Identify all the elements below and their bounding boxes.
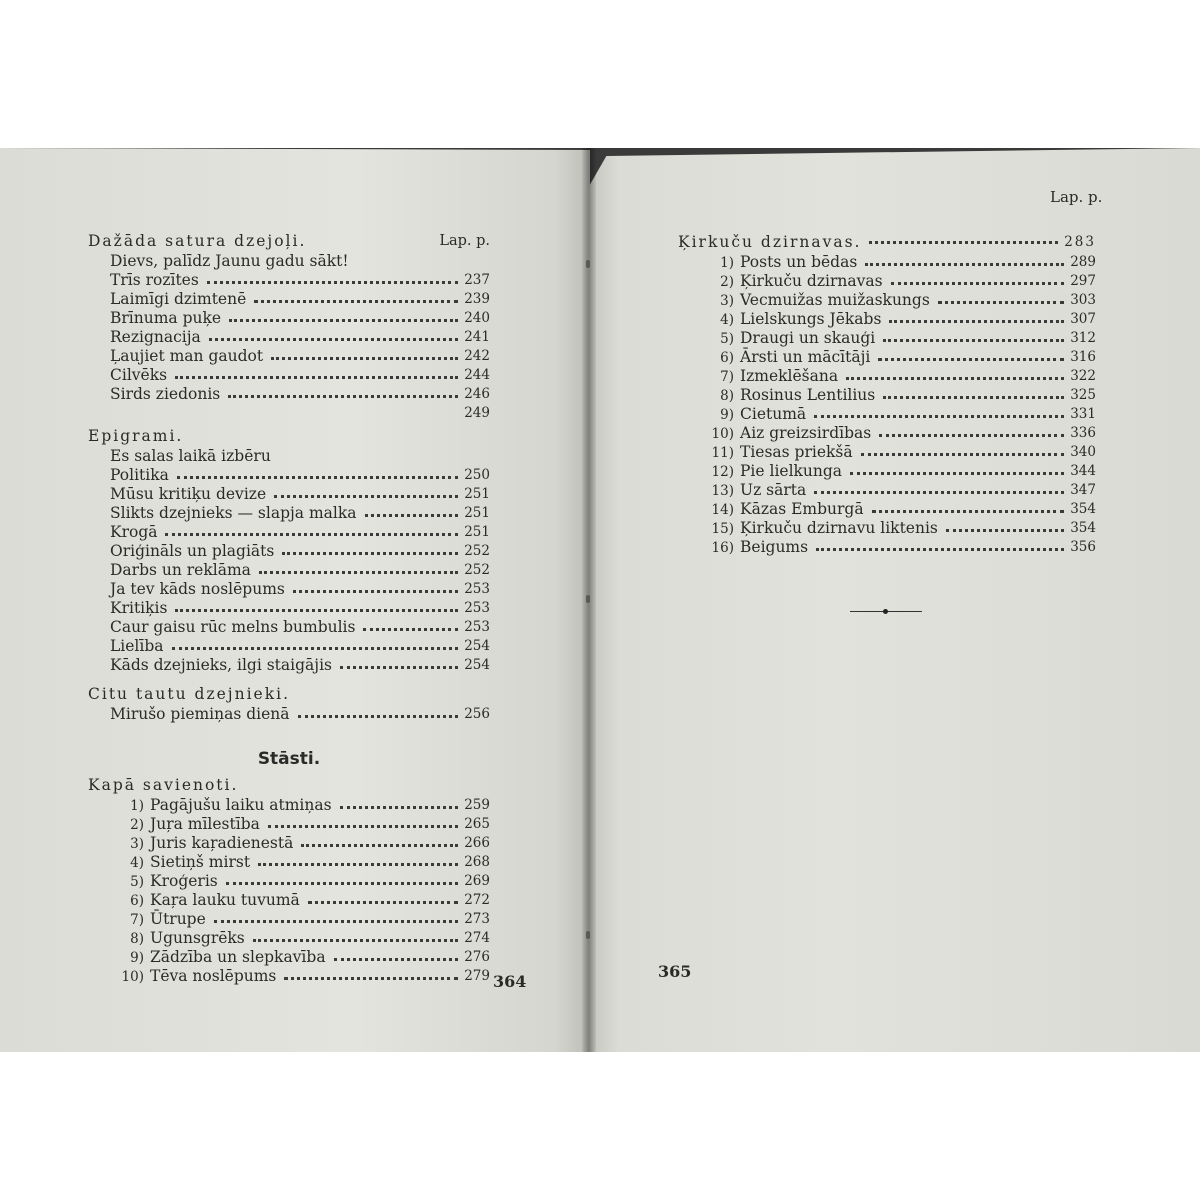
toc-page-number: 242 — [464, 348, 490, 364]
toc-page-number: 347 — [1070, 482, 1096, 498]
toc-page-number: 253 — [464, 581, 490, 597]
toc-list — [88, 252, 490, 404]
toc-entry-title: Ķirkuču dzirnavu liktenis — [740, 519, 938, 537]
toc-entry-title: Juris kaŗadienestā — [150, 834, 294, 852]
dot-leader — [226, 866, 458, 885]
dot-leader — [946, 513, 1064, 532]
toc-entry-title: Izmeklēšana — [740, 367, 839, 385]
dot-leader — [293, 574, 458, 593]
toc-entry-title: Lielība — [110, 637, 164, 655]
toc-entry-title: Cilvēks — [110, 366, 168, 384]
toc-entry-number: 10) — [121, 969, 144, 985]
toc-page-number: 244 — [464, 367, 490, 383]
dot-leader — [284, 961, 458, 980]
section-title: Dažāda satura dzejoļi. — [88, 232, 307, 250]
toc-entry — [88, 705, 490, 724]
toc-entry-number: 14) — [711, 502, 734, 518]
toc-page-number: 307 — [1070, 311, 1096, 327]
toc-entry-number: 9) — [130, 950, 144, 966]
toc-list — [88, 705, 490, 724]
toc-entry-title: Kaŗa lauku tuvumā — [150, 891, 300, 909]
toc-page-number: 269 — [464, 873, 490, 889]
toc-entry-number: 9) — [720, 407, 734, 423]
toc-entry-number: 3) — [720, 293, 734, 309]
section-heading — [88, 425, 490, 447]
toc-page-number: 274 — [464, 930, 490, 946]
toc-entry-title: Rezignacija — [110, 328, 201, 346]
dot-leader — [207, 265, 458, 284]
dot-leader — [308, 885, 458, 904]
dot-leader — [363, 612, 458, 631]
toc-entry-title: Oriģināls un plagiāts — [110, 542, 275, 560]
toc-entry — [88, 967, 490, 986]
toc-entry-title: Ārsti un mācītāji — [740, 348, 871, 366]
toc-page-number: 316 — [1070, 349, 1096, 365]
open-book — [0, 148, 1200, 1052]
toc-entry-number: 5) — [720, 331, 734, 347]
dot-leader — [282, 536, 458, 555]
toc-page-number: 276 — [464, 949, 490, 965]
toc-entry-title: Juŗa mīlestība — [150, 815, 260, 833]
dot-leader — [301, 828, 458, 847]
section-title: Kapā savienoti. — [88, 776, 239, 794]
toc-page-number: 266 — [464, 835, 490, 851]
section-title: Citu tautu dzejnieki. — [88, 685, 291, 703]
toc-page-number: 344 — [1070, 463, 1096, 479]
toc-entry-title: Kāzas Emburgā — [740, 500, 864, 518]
toc-entry-title: Mūsu kritiķu devize — [110, 485, 267, 503]
toc-entry-number: 2) — [130, 817, 144, 833]
toc-entry-title: Politika — [110, 466, 169, 484]
toc-page-number: 265 — [464, 816, 490, 832]
toc-entry-title: Sietiņš mirst — [150, 853, 251, 871]
toc-entry-title: Ugunsgrēks — [150, 929, 245, 947]
toc-entry-title: Pagājušu laiku atmiņas — [150, 796, 332, 814]
toc-page-number: 312 — [1070, 330, 1096, 346]
toc-page-number: 237 — [464, 272, 490, 288]
toc-entry-title: Kāds dzejnieks, ilgi staigājis — [110, 656, 332, 674]
toc-page-number: 273 — [464, 911, 490, 927]
toc-entry-number: 13) — [711, 483, 734, 499]
toc-page-number: 303 — [1070, 292, 1096, 308]
dot-leader — [259, 555, 458, 574]
toc-entry-title: Mirušo piemiņas dienā — [110, 705, 290, 723]
ornament-divider — [850, 611, 922, 612]
section-title: Epigrami. — [88, 427, 184, 445]
dot-leader — [298, 699, 459, 718]
toc-page-number: 325 — [1070, 387, 1096, 403]
dot-leader — [175, 593, 458, 612]
toc-entry-number: 11) — [711, 445, 734, 461]
toc-page-number: 256 — [464, 706, 490, 722]
toc-entry-number: 6) — [130, 893, 144, 909]
dot-leader — [228, 379, 458, 398]
toc-entry-title: Ķirkuču dzirnavas — [740, 272, 883, 290]
toc-entry-title: Ūtrupe — [150, 910, 206, 928]
toc-entry-number: 5) — [130, 874, 144, 890]
dot-leader — [340, 790, 459, 809]
toc-entry-title: Kritiķis — [110, 599, 168, 617]
toc-page-number: 254 — [464, 638, 490, 654]
toc-entry-title: Zādzība un slepkavība — [150, 948, 326, 966]
toc-entry-title: Kroģeris — [150, 872, 218, 890]
toc-entry-title: Trīs rozītes — [110, 271, 199, 289]
dot-leader — [865, 247, 1064, 266]
toc-entry-title: Rosinus Lentilius — [740, 386, 876, 404]
toc-page-number: 268 — [464, 854, 490, 870]
toc-page-number: 239 — [464, 291, 490, 307]
toc-page-number: 272 — [464, 892, 490, 908]
toc-entry-title: Krogā — [110, 523, 158, 541]
dot-leader — [889, 304, 1064, 323]
dot-leader — [253, 923, 458, 942]
toc-page-number: 252 — [464, 562, 490, 578]
toc-entry-number: 15) — [711, 521, 734, 537]
toc-entry-number: 1) — [130, 798, 144, 814]
toc-entry-title: Es salas laikā izbēru — [110, 447, 271, 465]
dot-leader — [883, 323, 1064, 342]
toc-entry-title: Ja tev kāds noslēpums — [110, 580, 285, 598]
dot-leader — [254, 284, 458, 303]
toc-entry — [88, 385, 490, 404]
toc-page-number: 331 — [1070, 406, 1096, 422]
toc-page-number: 253 — [464, 619, 490, 635]
toc-entry-number: 7) — [720, 369, 734, 385]
dot-leader — [274, 479, 458, 498]
toc-page-number: 251 — [464, 486, 490, 502]
toc-page-number: 252 — [464, 543, 490, 559]
dot-leader — [340, 650, 458, 669]
toc-entry-title: Tēva noslēpums — [150, 967, 277, 985]
toc-entry-title: Ļaujiet man gaudot — [110, 347, 264, 365]
left-toc-column — [88, 230, 490, 986]
toc-page-number: 354 — [1070, 520, 1096, 536]
toc-entry-title: Lielskungs Jēkabs — [740, 310, 882, 328]
dot-leader — [872, 494, 1065, 513]
dot-leader — [861, 437, 1065, 456]
page-column-label: Lap. p. — [439, 233, 490, 249]
page-number: 364 — [493, 972, 527, 991]
dot-leader — [814, 475, 1064, 494]
toc-page-number: 246 — [464, 386, 490, 402]
toc-entry-number: 8) — [720, 388, 734, 404]
toc-entry-title: Posts un bēdas — [740, 253, 858, 271]
toc-entry-number: 6) — [720, 350, 734, 366]
toc-entry-title: Tiesas priekšā — [740, 443, 853, 461]
dot-leader — [258, 847, 458, 866]
toc-page-number: 249 — [464, 405, 490, 421]
dot-leader — [229, 303, 458, 322]
toc-page-number: 340 — [1070, 444, 1096, 460]
binding-stitch — [586, 260, 590, 268]
toc-page-number: 289 — [1070, 254, 1096, 270]
toc-entry-title: Darbs un reklāma — [110, 561, 251, 579]
binding-stitch — [586, 931, 590, 939]
dot-leader — [814, 399, 1064, 418]
toc-entry-title: Caur gaisu rūc melns bumbulis — [110, 618, 356, 636]
toc-trailing-line — [88, 404, 490, 423]
dot-leader — [879, 418, 1064, 437]
toc-page-number: 259 — [464, 797, 490, 813]
toc-list — [678, 253, 1096, 557]
section-title: Ķirkuču dzirnavas. — [678, 233, 862, 251]
toc-page-number: 241 — [464, 329, 490, 345]
toc-entry-title: Slikts dzejnieks — slapja malka — [110, 504, 357, 522]
toc-entry-title: Brīnuma puķe — [110, 309, 222, 327]
toc-page-number: 253 — [464, 600, 490, 616]
dot-leader — [209, 322, 458, 341]
toc-page-number: 251 — [464, 505, 490, 521]
toc-entry-title: Aiz greizsirdības — [740, 424, 872, 442]
toc-page-number: 240 — [464, 310, 490, 326]
right-toc-column — [678, 231, 1096, 557]
toc-entry-number: 2) — [720, 274, 734, 290]
toc-entry-number: 8) — [130, 931, 144, 947]
toc-entry-title: Cietumā — [740, 405, 807, 423]
dot-leader — [883, 380, 1064, 399]
toc-page-number: 322 — [1070, 368, 1096, 384]
dot-leader — [846, 361, 1064, 380]
dot-leader — [365, 498, 459, 517]
dot-leader — [334, 942, 459, 961]
toc-entry-number: 7) — [130, 912, 144, 928]
toc-page-number: 251 — [464, 524, 490, 540]
dot-leader — [214, 904, 458, 923]
toc-entry-title: Beigums — [740, 538, 809, 556]
toc-entry-title: Uz sārta — [740, 481, 807, 499]
toc-list — [88, 796, 490, 986]
toc-entry-number: 12) — [711, 464, 734, 480]
toc-entry-number: 4) — [130, 855, 144, 871]
dot-leader — [172, 631, 459, 650]
toc-page-number: 354 — [1070, 501, 1096, 517]
toc-page-number: 297 — [1070, 273, 1096, 289]
binding-stitch — [586, 595, 590, 603]
dot-leader — [177, 460, 458, 479]
toc-list — [88, 447, 490, 675]
toc-page-number: 283 — [1064, 234, 1096, 250]
dot-leader — [175, 360, 458, 379]
toc-entry-title: Sirds ziedonis — [110, 385, 221, 403]
dot-leader — [878, 342, 1064, 361]
toc-entry-number: 4) — [720, 312, 734, 328]
page-number: 365 — [658, 962, 692, 981]
toc-page-number: 336 — [1070, 425, 1096, 441]
toc-entry-number: 10) — [711, 426, 734, 442]
toc-page-number: 356 — [1070, 539, 1096, 555]
toc-entry — [88, 656, 490, 675]
part-subtitle: Stāsti. — [257, 749, 321, 769]
dot-leader — [850, 456, 1064, 475]
page-column-label: Lap. p. — [1050, 188, 1103, 206]
toc-entry-title: Pie lielkunga — [740, 462, 843, 480]
dot-leader — [268, 809, 458, 828]
toc-entry-number: 1) — [720, 255, 734, 271]
dot-leader — [938, 285, 1064, 304]
dot-leader — [271, 341, 458, 360]
toc-entry-number: 3) — [130, 836, 144, 852]
toc-entry-title: Draugi un skauģi — [740, 329, 876, 347]
toc-page-number: 254 — [464, 657, 490, 673]
toc-entry-number: 16) — [711, 540, 734, 556]
toc-page-number: 250 — [464, 467, 490, 483]
toc-entry-title: Vecmuižas muižaskungs — [740, 291, 930, 309]
dot-leader — [816, 532, 1064, 551]
toc-entry-title: Laimīgi dzimtenē — [110, 290, 247, 308]
dot-leader — [891, 266, 1065, 285]
section-heading — [88, 230, 490, 252]
toc-page-number: 279 — [464, 968, 490, 984]
toc-entry — [678, 538, 1096, 557]
dot-leader — [165, 517, 458, 536]
dot-leader — [869, 225, 1058, 244]
toc-entry-title: Dievs, palīdz Jaunu gadu sākt! — [110, 252, 349, 270]
